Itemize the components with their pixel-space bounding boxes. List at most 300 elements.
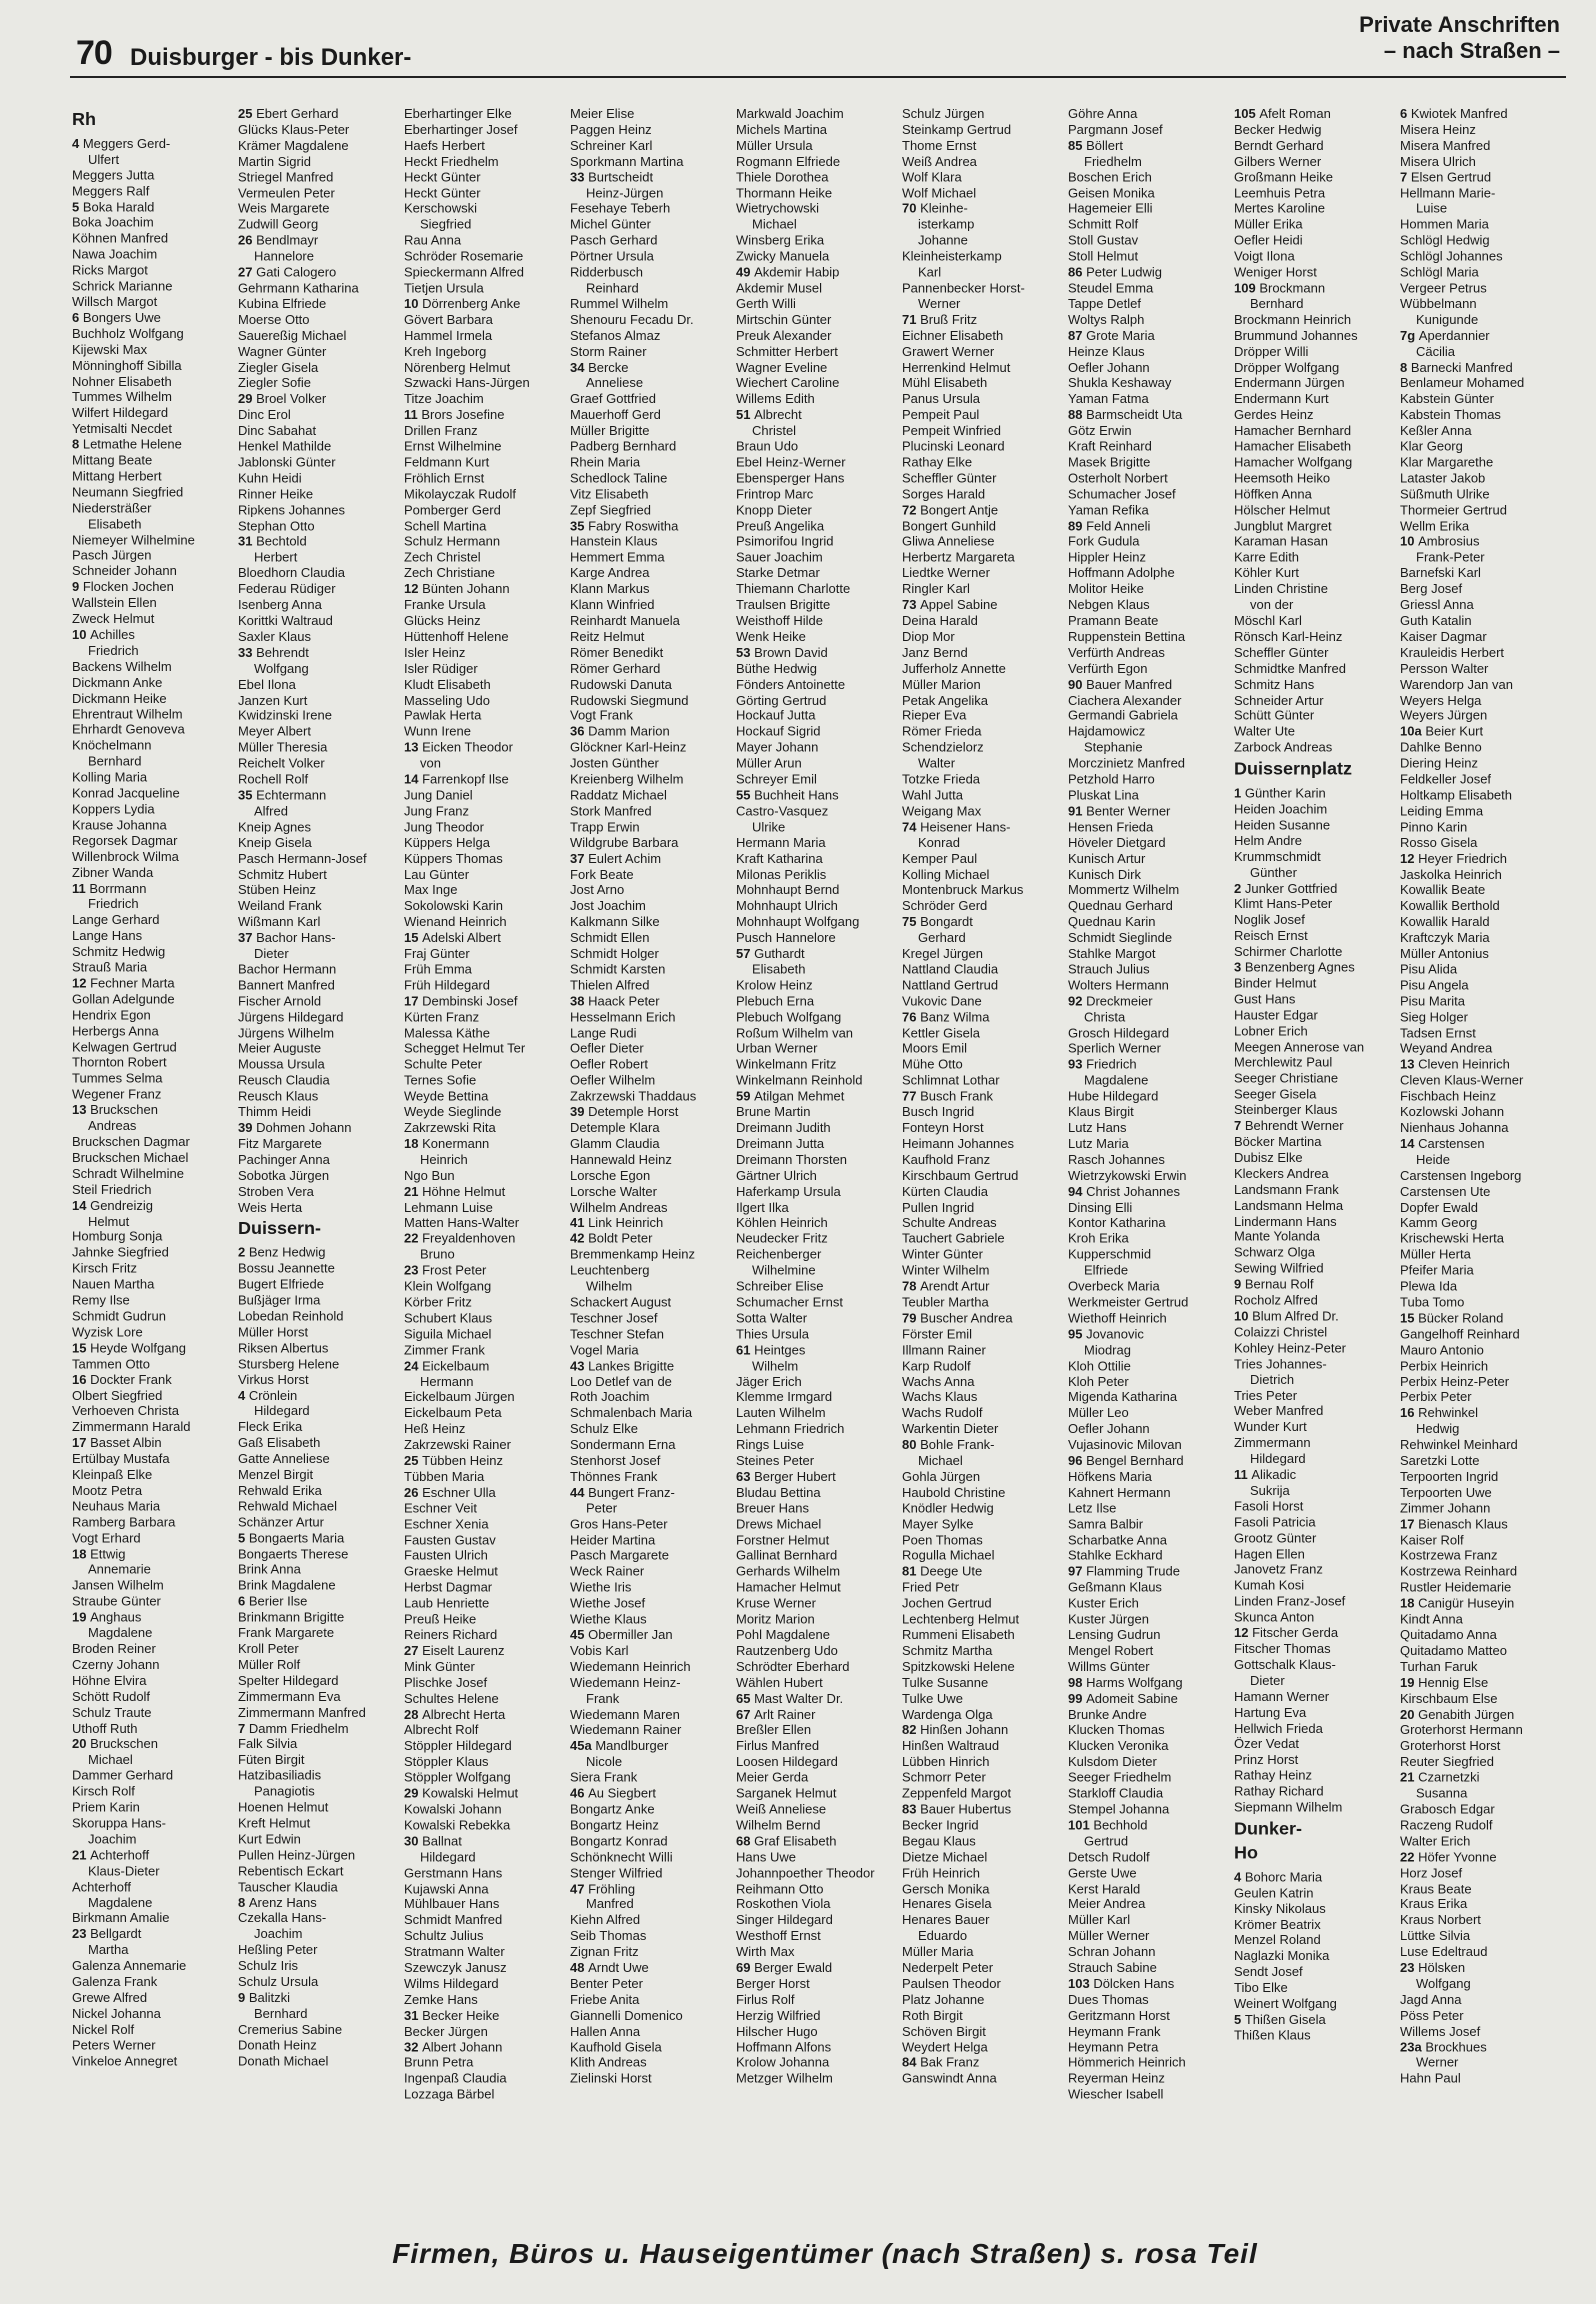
- directory-entry: [570, 1516, 732, 1532]
- directory-entry: [570, 154, 732, 170]
- directory-entry: [72, 896, 234, 912]
- resident-name: Köhler Kurt: [1234, 565, 1300, 581]
- resident-name: Bongartz Heinz: [570, 1817, 659, 1833]
- directory-entry: [1068, 1073, 1230, 1089]
- directory-entry: [404, 978, 566, 994]
- resident-name: Dröpper Wolfgang: [1234, 359, 1340, 375]
- directory-entry: [1068, 692, 1230, 708]
- resident-name: Elfriede: [1084, 1262, 1129, 1278]
- resident-name: Gerhard: [918, 930, 966, 945]
- directory-entry: [736, 1485, 898, 1501]
- resident-name: Schmalenbach Maria: [570, 1405, 693, 1421]
- resident-name: Kneip Agnes: [238, 819, 312, 835]
- resident-name: Appel Sabine: [920, 597, 998, 613]
- directory-entry: [1234, 439, 1396, 455]
- directory-entry: [72, 532, 234, 548]
- resident-name: Weiß Anneliese: [736, 1801, 827, 1817]
- resident-name: Detemple Klara: [570, 1120, 660, 1136]
- resident-name: Vogt Frank: [570, 708, 633, 724]
- resident-name: von: [420, 755, 441, 771]
- directory-entry: [902, 1057, 1064, 1073]
- house-number: 8: [1400, 359, 1411, 375]
- resident-name: Kürten Franz: [404, 1009, 480, 1025]
- resident-name: Stratmann Walter: [404, 1944, 505, 1960]
- directory-entry: [238, 1673, 400, 1689]
- directory-entry: [238, 613, 400, 629]
- directory-entry: [1234, 1483, 1396, 1499]
- resident-name: Konrad: [918, 834, 960, 850]
- resident-name: Höveler Dietgard: [1068, 834, 1166, 850]
- resident-name: Dieter: [254, 945, 289, 961]
- directory-entry: [1234, 1768, 1396, 1784]
- resident-name: Linden Christine: [1234, 581, 1328, 597]
- directory-entry: [902, 1073, 1064, 1089]
- resident-name: Wiethoff Heinrich: [1068, 1310, 1167, 1326]
- resident-name: Thißen Klaus: [1234, 2027, 1311, 2043]
- directory-entry: [1068, 1532, 1230, 1548]
- resident-name: Kontor Katharina: [1068, 1215, 1166, 1231]
- street-heading: Duissernplatz: [1234, 758, 1353, 779]
- resident-name: Köhlen Heinrich: [736, 1215, 828, 1231]
- directory-entry: [1400, 1516, 1562, 1532]
- house-number: 42: [570, 1231, 589, 1247]
- house-number: 22: [1400, 1849, 1419, 1865]
- resident-name: Lechtenberg Helmut: [902, 1611, 1020, 1627]
- directory-entry: [902, 375, 1064, 391]
- resident-name: Mühlbauer Hans: [404, 1896, 500, 1912]
- directory-entry: [1068, 676, 1230, 692]
- resident-name: Blum Alfred Dr.: [1252, 1308, 1339, 1324]
- directory-entry: [1234, 455, 1396, 471]
- resident-name: Riksen Albertus: [238, 1340, 329, 1356]
- resident-name: Dörrenberg Anke: [422, 296, 521, 312]
- resident-name: Rochell Rolf: [238, 771, 309, 787]
- directory-entry: [1400, 1120, 1562, 1136]
- resident-name: Helmut: [88, 1213, 130, 1229]
- resident-name: Bercke: [588, 359, 629, 375]
- house-number: 9: [1234, 1276, 1245, 1292]
- resident-name: Arenz Hans: [248, 1894, 317, 1910]
- directory-entry: [736, 930, 898, 946]
- resident-name: Christ Johannes: [1086, 1183, 1181, 1199]
- resident-name: Bruckschen Dagmar: [72, 1134, 190, 1150]
- resident-name: Eschner Ulla: [422, 1484, 496, 1500]
- directory-entry: [1068, 1722, 1230, 1738]
- directory-entry: [902, 106, 1064, 122]
- directory-entry: [1234, 1245, 1396, 1261]
- resident-name: Bruckschen Michael: [72, 1149, 189, 1165]
- directory-entry: [902, 946, 1064, 962]
- directory-entry: [570, 851, 732, 867]
- house-number: 12: [1234, 1625, 1253, 1641]
- directory-entry: [570, 2039, 732, 2055]
- house-number: 77: [902, 1088, 921, 1104]
- resident-name: Pöss Peter: [1400, 2007, 1464, 2023]
- resident-name: Dinc Sabahat: [238, 422, 317, 438]
- resident-name: Gerstmann Hans: [404, 1864, 503, 1880]
- resident-name: Gros Hans-Peter: [570, 1516, 668, 1532]
- resident-name: Höfkens Maria: [1068, 1468, 1152, 1484]
- directory-entry: [238, 1752, 400, 1768]
- resident-name: Cremerius Sabine: [238, 2021, 343, 2037]
- directory-entry: [736, 898, 898, 914]
- resident-name: Römer Gerhard: [570, 660, 661, 676]
- directory-entry: [736, 914, 898, 930]
- resident-name: Tietjen Ursula: [404, 280, 484, 296]
- directory-entry: [1400, 1611, 1562, 1627]
- directory-entry: [1068, 1247, 1230, 1263]
- house-number: 5: [72, 199, 83, 215]
- house-number: 29: [404, 1785, 423, 1801]
- directory-entry: [72, 294, 234, 310]
- directory-entry: [570, 962, 732, 978]
- directory-entry: [72, 516, 234, 532]
- directory-entry: [72, 1752, 234, 1768]
- house-number: 81: [902, 1563, 921, 1579]
- directory-entry: [238, 1435, 400, 1451]
- resident-name: Pisu Angela: [1400, 977, 1469, 993]
- directory-entry: [1234, 423, 1396, 439]
- resident-name: Feld Anneli: [1086, 518, 1151, 533]
- directory-entry: [238, 1184, 400, 1200]
- directory-entry: [1400, 534, 1562, 550]
- directory-entry: [238, 391, 400, 407]
- resident-name: Mayer Sylke: [902, 1516, 974, 1532]
- resident-name: Dammer Gerhard: [72, 1768, 174, 1783]
- resident-name: Benz Hedwig: [248, 1245, 326, 1261]
- directory-entry: [736, 1817, 898, 1833]
- resident-name: Hermann: [420, 1373, 474, 1389]
- directory-entry: [570, 1421, 732, 1437]
- resident-name: Heinrich: [420, 1151, 468, 1167]
- directory-entry: [736, 1184, 898, 1200]
- resident-name: Bernhard: [1250, 296, 1304, 312]
- house-number: 63: [736, 1468, 755, 1484]
- resident-name: Groterhorst Hermann: [1400, 1722, 1523, 1738]
- directory-entry: [902, 1025, 1064, 1041]
- resident-name: Dietze Michael: [902, 1849, 988, 1865]
- resident-name: Hockauf Sigrid: [736, 724, 821, 739]
- directory-entry: [1068, 597, 1230, 613]
- resident-name: Adelski Albert: [422, 930, 501, 945]
- resident-name: Kuster Jürgen: [1068, 1611, 1149, 1627]
- directory-entry: [570, 1263, 732, 1279]
- directory-entry: [72, 659, 234, 675]
- directory-entry: [1400, 502, 1562, 518]
- directory-entry: [902, 1437, 1064, 1453]
- resident-name: Pasch Hermann-Josef: [238, 850, 367, 866]
- resident-name: Roth Birgit: [902, 2007, 963, 2023]
- directory-entry: [1068, 1152, 1230, 1168]
- resident-name: Teschner Josef: [570, 1310, 658, 1326]
- directory-entry: [1234, 1150, 1396, 1166]
- resident-name: Tappe Detlef: [1068, 296, 1141, 312]
- resident-name: Tries Peter: [1234, 1387, 1298, 1403]
- resident-name: Roth Joachim: [570, 1389, 650, 1405]
- directory-entry: [1234, 1657, 1396, 1673]
- resident-name: Friedrich: [88, 642, 139, 658]
- resident-name: Jürgens Hildegard: [238, 1009, 344, 1025]
- directory-entry: [404, 1817, 566, 1833]
- house-number: 11: [404, 407, 422, 423]
- directory-column: [736, 106, 898, 2236]
- resident-name: Wagner Eveline: [736, 359, 828, 375]
- resident-name: Thiele Dorothea: [736, 169, 829, 185]
- directory-entry: [1234, 1720, 1396, 1736]
- resident-name: Wunn Irene: [404, 724, 471, 739]
- resident-name: Colaizzi Christel: [1234, 1324, 1328, 1340]
- resident-name: Rathay Elke: [902, 454, 973, 470]
- directory-entry: [570, 1580, 732, 1596]
- house-number: 4: [238, 1387, 249, 1403]
- directory-entry: [72, 1879, 234, 1895]
- resident-name: Heiden Joachim: [1234, 801, 1328, 817]
- resident-name: Schedlock Taline: [570, 470, 668, 486]
- resident-name: Schrick Marianne: [72, 278, 173, 294]
- directory-entry: [404, 375, 566, 391]
- directory-entry: [404, 1326, 566, 1342]
- resident-name: Buscher Andrea: [920, 1310, 1013, 1326]
- directory-entry: [1400, 1342, 1562, 1358]
- directory-entry: [902, 1754, 1064, 1770]
- resident-name: Willsch Margot: [72, 294, 158, 310]
- resident-name: Ternes Sofie: [404, 1072, 477, 1088]
- resident-name: Zech Christel: [404, 549, 481, 565]
- directory-entry: [570, 360, 732, 376]
- resident-name: Nattland Gertrud: [902, 977, 999, 993]
- resident-name: Bongert Antje: [920, 502, 999, 518]
- resident-name: Weydert Helga: [902, 2039, 988, 2055]
- resident-name: Paggen Heinz: [570, 121, 652, 137]
- resident-name: Weiland Frank: [238, 898, 322, 914]
- directory-entry: [570, 1944, 732, 1960]
- directory-entry: [1068, 882, 1230, 898]
- resident-name: Brockhues: [1425, 2039, 1487, 2055]
- directory-entry: [1234, 1673, 1396, 1689]
- resident-name: Donath Heinz: [238, 2037, 317, 2053]
- resident-name: Kwiotek Manfred: [1410, 106, 1508, 121]
- resident-name: Thome Ernst: [902, 137, 977, 153]
- resident-name: Johanne: [918, 232, 968, 248]
- resident-name: Ilgert Ilka: [736, 1199, 789, 1215]
- resident-name: Guth Katalin: [1400, 613, 1472, 629]
- resident-name: Kahnert Hermann: [1068, 1484, 1171, 1500]
- directory-entry: [72, 786, 234, 802]
- resident-name: Hildegard: [1250, 1451, 1306, 1467]
- directory-entry: [1234, 138, 1396, 154]
- resident-name: Benter Peter: [570, 1975, 643, 1991]
- resident-name: Nickel Johanna: [72, 2005, 161, 2021]
- resident-name: Pörtner Ursula: [570, 248, 654, 264]
- directory-entry: [1400, 629, 1562, 645]
- resident-name: Galenza Frank: [72, 1974, 158, 1989]
- resident-name: Weyers Helga: [1400, 692, 1482, 708]
- house-number: 73: [902, 597, 921, 613]
- directory-entry: [1234, 1996, 1396, 2012]
- resident-name: Bongers Uwe: [82, 310, 161, 326]
- directory-entry: [736, 455, 898, 471]
- resident-name: Meier Andrea: [1068, 1896, 1146, 1912]
- resident-name: Kirschbaum Gertrud: [902, 1167, 1019, 1183]
- directory-entry: [1234, 1800, 1396, 1816]
- resident-name: Ulfert: [88, 151, 120, 167]
- directory-entry: [404, 1025, 566, 1041]
- directory-column: [902, 106, 1064, 2236]
- resident-name: Kreft Helmut: [238, 1815, 311, 1831]
- directory-entry: [902, 486, 1064, 502]
- resident-name: Klar Georg: [1400, 438, 1463, 454]
- resident-name: Alfred: [254, 803, 288, 819]
- directory-entry: [902, 867, 1064, 883]
- resident-name: Rummeni Elisabeth: [902, 1627, 1015, 1643]
- directory-entry: [736, 360, 898, 376]
- resident-name: Meyer Albert: [238, 724, 311, 739]
- resident-name: Früh Emma: [404, 961, 472, 977]
- resident-name: Anneliese: [586, 375, 644, 391]
- directory-entry: [570, 106, 732, 122]
- resident-name: Zech Christiane: [404, 565, 496, 581]
- directory-entry: [1234, 391, 1396, 407]
- directory-entry: [72, 231, 234, 247]
- resident-name: Pawlak Herta: [404, 708, 482, 724]
- directory-entry: [902, 962, 1064, 978]
- directory-entry: [404, 1485, 566, 1501]
- directory-entry: [404, 756, 566, 772]
- resident-name: Strauß Maria: [72, 959, 148, 975]
- resident-name: Nauen Martha: [72, 1276, 155, 1292]
- resident-name: Tübben Heinz: [422, 1452, 504, 1468]
- directory-column: [238, 106, 400, 2236]
- directory-entry: [570, 1279, 732, 1295]
- house-number: 10: [1400, 533, 1419, 549]
- resident-name: Heß Heinz: [404, 1421, 466, 1437]
- resident-name: Wyzisk Lore: [72, 1324, 143, 1340]
- resident-name: Bruckschen: [90, 1736, 158, 1752]
- directory-entry: [736, 264, 898, 280]
- directory-entry: [736, 1786, 898, 1802]
- resident-name: Nederpelt Peter: [902, 1960, 994, 1976]
- directory-entry: [404, 1913, 566, 1929]
- resident-name: Balitzki: [248, 1989, 291, 2005]
- directory-entry: [1068, 1707, 1230, 1723]
- house-number: 26: [404, 1484, 423, 1500]
- directory-entry: [238, 1293, 400, 1309]
- house-number: 36: [570, 724, 589, 739]
- directory-entry: [1400, 1643, 1562, 1659]
- resident-name: Laub Henriette: [404, 1595, 490, 1611]
- resident-name: Kolling Michael: [902, 866, 990, 882]
- directory-entry: [736, 344, 898, 360]
- directory-entry: [736, 154, 898, 170]
- directory-entry: [736, 1073, 898, 1089]
- directory-entry: [902, 1675, 1064, 1691]
- house-number: 4: [1234, 1869, 1245, 1885]
- resident-name: Yaman Refika: [1068, 502, 1149, 518]
- directory-entry: [238, 1831, 400, 1847]
- directory-entry: [1234, 1752, 1396, 1768]
- directory-entry: [736, 566, 898, 582]
- directory-entry: [238, 1261, 400, 1277]
- resident-name: Wietrzykowski Erwin: [1068, 1167, 1187, 1183]
- resident-name: Hube Hildegard: [1068, 1088, 1159, 1104]
- resident-name: Arendt Artur: [920, 1278, 990, 1294]
- directory-entry: [1234, 1917, 1396, 1933]
- directory-entry: [902, 534, 1064, 550]
- directory-entry: [1068, 1279, 1230, 1295]
- directory-entry: [1400, 724, 1562, 740]
- resident-name: Dreckmeier: [1086, 993, 1153, 1009]
- resident-name: Schulte Peter: [404, 1056, 483, 1072]
- directory-entry: [404, 1754, 566, 1770]
- directory-entry: [1068, 1184, 1230, 1200]
- resident-name: Klein Wolfgang: [404, 1278, 492, 1294]
- resident-name: Meier Elise: [570, 106, 635, 121]
- directory-entry: [902, 1374, 1064, 1390]
- resident-name: Spelter Hildegard: [238, 1672, 339, 1688]
- directory-entry: [1400, 2039, 1562, 2055]
- resident-name: Lataster Jakob: [1400, 470, 1486, 486]
- directory-entry: [1234, 1039, 1396, 1055]
- directory-entry: [404, 1057, 566, 1073]
- directory-entry: [570, 1707, 732, 1723]
- directory-entry: [1068, 2023, 1230, 2039]
- resident-name: Ernst Wilhelmine: [404, 438, 502, 454]
- resident-name: Ngo Bun: [404, 1167, 455, 1183]
- directory-entry: [404, 645, 566, 661]
- directory-entry: [736, 407, 898, 423]
- directory-column: [1400, 106, 1562, 2236]
- directory-entry: [72, 1546, 234, 1562]
- house-number: 70: [902, 201, 921, 217]
- directory-entry: [1234, 1948, 1396, 1964]
- resident-name: Perbix Heinz-Peter: [1400, 1373, 1510, 1389]
- house-number: 1: [1234, 785, 1245, 801]
- directory-entry: [238, 661, 400, 677]
- directory-entry: [1234, 976, 1396, 992]
- directory-entry: [902, 772, 1064, 788]
- directory-entry: [238, 1467, 400, 1483]
- directory-entry: [902, 787, 1064, 803]
- directory-entry: [72, 1990, 234, 2006]
- page-number: 70: [76, 34, 112, 72]
- directory-entry: [1234, 1784, 1396, 1800]
- directory-entry: [1234, 534, 1396, 550]
- house-number: 11: [1234, 1466, 1252, 1482]
- directory-entry: [238, 296, 400, 312]
- resident-name: Loosen Hildegard: [736, 1754, 838, 1770]
- directory-entry: [1234, 1182, 1396, 1198]
- resident-name: Busch Ingrid: [902, 1104, 975, 1120]
- directory-entry: [1068, 154, 1230, 170]
- resident-name: Braun Udo: [736, 438, 799, 454]
- directory-entry: [736, 1421, 898, 1437]
- directory-entry: [1400, 867, 1562, 883]
- house-number: 75: [902, 914, 921, 930]
- directory-entry: [570, 455, 732, 471]
- directory-entry: [72, 1705, 234, 1721]
- directory-entry: [570, 914, 732, 930]
- resident-name: Strauch Sabine: [1068, 1960, 1157, 1976]
- house-number: 39: [238, 1120, 257, 1136]
- resident-name: Elsen Gertrud: [1410, 169, 1492, 185]
- house-number: 35: [570, 518, 589, 533]
- directory-entry: [404, 1548, 566, 1564]
- resident-name: Petzhold Harro: [1068, 771, 1155, 787]
- directory-entry: [570, 1326, 732, 1342]
- directory-columns: [72, 106, 1562, 2244]
- directory-entry: [736, 882, 898, 898]
- directory-entry: [404, 930, 566, 946]
